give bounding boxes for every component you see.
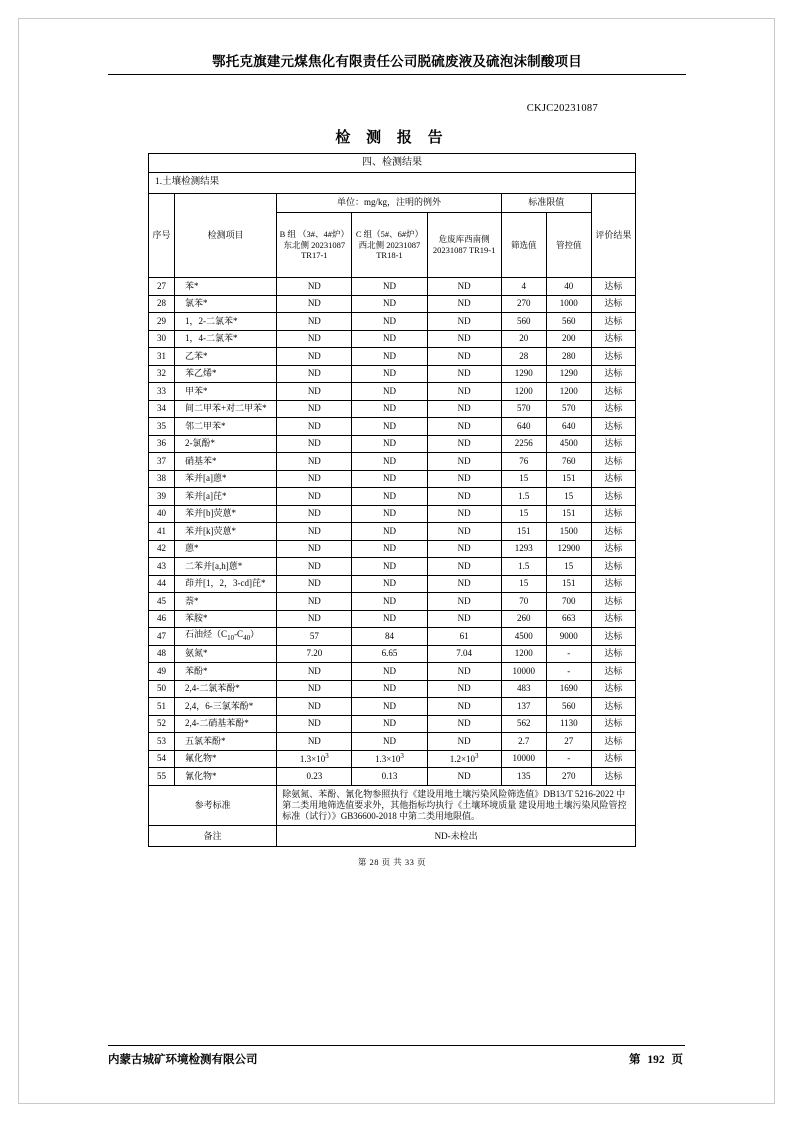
row-screen: 260 — [501, 610, 546, 628]
row-screen: 1.5 — [501, 558, 546, 576]
row-control: 640 — [546, 418, 591, 436]
row-eval: 达标 — [591, 488, 635, 506]
table-row — [149, 505, 636, 523]
row-eval: 达标 — [591, 733, 635, 751]
row-c: ND — [352, 610, 427, 628]
table-row — [149, 470, 636, 488]
footer-page — [627, 1051, 685, 1067]
table-row — [149, 593, 636, 611]
row-c: ND — [352, 365, 427, 383]
row-control: 200 — [546, 330, 591, 348]
row-eval: 达标 — [591, 313, 635, 331]
row-c: 6.65 — [352, 645, 427, 663]
footer-page-number: 192 — [647, 1054, 665, 1066]
row-b: 57 — [277, 628, 352, 646]
row-b: ND — [277, 540, 352, 558]
footer-page-prefix: 第 — [629, 1054, 641, 1066]
table-row — [149, 698, 636, 716]
row-d: 7.04 — [427, 645, 501, 663]
row-item: 氨氮* — [175, 645, 277, 663]
row-d: ND — [427, 768, 501, 786]
report-code: CKJC20231087 — [526, 103, 598, 114]
table-row — [149, 313, 636, 331]
row-no: 52 — [149, 715, 175, 733]
row-control: 1130 — [546, 715, 591, 733]
row-no: 49 — [149, 663, 175, 681]
row-c: 84 — [352, 628, 427, 646]
row-item: 苯乙烯* — [175, 365, 277, 383]
row-d: ND — [427, 488, 501, 506]
row-b: ND — [277, 610, 352, 628]
row-screen: 2256 — [501, 435, 546, 453]
table-row — [149, 715, 636, 733]
row-screen: 4500 — [501, 628, 546, 646]
row-eval: 达标 — [591, 628, 635, 646]
row-control: 570 — [546, 400, 591, 418]
row-c: ND — [352, 733, 427, 751]
row-eval: 达标 — [591, 278, 635, 296]
reference-row — [149, 785, 636, 826]
row-no: 45 — [149, 593, 175, 611]
note-label: 备注 — [149, 826, 277, 847]
table-row — [149, 768, 636, 786]
row-eval: 达标 — [591, 645, 635, 663]
row-b: ND — [277, 558, 352, 576]
row-control: 1200 — [546, 383, 591, 401]
row-c: ND — [352, 523, 427, 541]
col-evaluation-header: 评价结果 — [591, 194, 635, 278]
row-control: - — [546, 663, 591, 681]
row-no: 27 — [149, 278, 175, 296]
row-b: ND — [277, 575, 352, 593]
row-no: 38 — [149, 470, 175, 488]
row-item: 蒽* — [175, 540, 277, 558]
row-control: 560 — [546, 313, 591, 331]
row-control: 1500 — [546, 523, 591, 541]
row-no: 40 — [149, 505, 175, 523]
row-no: 42 — [149, 540, 175, 558]
row-b: ND — [277, 470, 352, 488]
row-no: 32 — [149, 365, 175, 383]
row-d: ND — [427, 523, 501, 541]
row-d: ND — [427, 470, 501, 488]
row-no: 47 — [149, 628, 175, 646]
row-d: ND — [427, 680, 501, 698]
table-row — [149, 418, 636, 436]
row-control: - — [546, 750, 591, 768]
row-screen: 28 — [501, 348, 546, 366]
row-no: 31 — [149, 348, 175, 366]
row-eval: 达标 — [591, 295, 635, 313]
row-eval: 达标 — [591, 470, 635, 488]
row-b: ND — [277, 663, 352, 681]
row-b: 7.20 — [277, 645, 352, 663]
document-title: 鄂托克旗建元煤焦化有限责任公司脱硫废液及硫泡沫制酸项目 — [212, 54, 582, 69]
row-d: ND — [427, 558, 501, 576]
row-no: 29 — [149, 313, 175, 331]
row-item: 五氯苯酚* — [175, 733, 277, 751]
row-b: ND — [277, 715, 352, 733]
row-screen: 20 — [501, 330, 546, 348]
row-d: ND — [427, 453, 501, 471]
row-d: ND — [427, 348, 501, 366]
row-eval: 达标 — [591, 400, 635, 418]
row-eval: 达标 — [591, 348, 635, 366]
row-control: 760 — [546, 453, 591, 471]
row-no: 53 — [149, 733, 175, 751]
row-c: ND — [352, 505, 427, 523]
row-b: ND — [277, 348, 352, 366]
row-screen: 570 — [501, 400, 546, 418]
row-item: 2,4-二氯苯酚* — [175, 680, 277, 698]
row-no: 39 — [149, 488, 175, 506]
reference-text: 除氨氮、苯酚、氰化物参照执行《建设用地土壤污染风险筛选值》DB13/T 5216-2022 中第二类用地筛选值要求外，其他指标均执行《土壤环境质量 建设用地土壤污染风险管控标准（试行）》GB36600-2018 中第二类用地限值。 — [277, 785, 636, 826]
row-control: 151 — [546, 505, 591, 523]
row-control: 151 — [546, 470, 591, 488]
row-control: 1000 — [546, 295, 591, 313]
row-eval: 达标 — [591, 715, 635, 733]
subsection-row — [149, 173, 636, 194]
row-c: ND — [352, 593, 427, 611]
table-row — [149, 330, 636, 348]
row-c: ND — [352, 698, 427, 716]
row-control: 1290 — [546, 365, 591, 383]
row-b: ND — [277, 295, 352, 313]
row-c: ND — [352, 400, 427, 418]
row-c: ND — [352, 418, 427, 436]
row-d: ND — [427, 663, 501, 681]
row-eval: 达标 — [591, 505, 635, 523]
row-item: 苯* — [175, 278, 277, 296]
row-item: 茚并[1，2，3-cd]芘* — [175, 575, 277, 593]
row-b: ND — [277, 278, 352, 296]
row-d: ND — [427, 540, 501, 558]
row-eval: 达标 — [591, 540, 635, 558]
table-row — [149, 523, 636, 541]
table-row — [149, 575, 636, 593]
row-eval: 达标 — [591, 523, 635, 541]
row-item: 1，2-二氯苯* — [175, 313, 277, 331]
table-row — [149, 365, 636, 383]
row-eval: 达标 — [591, 610, 635, 628]
table-row — [149, 453, 636, 471]
row-b: ND — [277, 330, 352, 348]
row-item: 萘* — [175, 593, 277, 611]
row-screen: 10000 — [501, 663, 546, 681]
unit-row — [149, 194, 636, 213]
row-screen: 10000 — [501, 750, 546, 768]
row-control: 663 — [546, 610, 591, 628]
row-item: 苯并[a]芘* — [175, 488, 277, 506]
table-row — [149, 295, 636, 313]
row-c: ND — [352, 575, 427, 593]
document-footer — [108, 1045, 685, 1067]
row-control: 4500 — [546, 435, 591, 453]
col-item-header: 检测项目 — [175, 194, 277, 278]
footer-company: 内蒙古城矿环境检测有限公司 — [108, 1054, 258, 1066]
row-eval: 达标 — [591, 680, 635, 698]
row-item: 苯并[k]荧蒽* — [175, 523, 277, 541]
row-screen: 483 — [501, 680, 546, 698]
note-row — [149, 826, 636, 847]
row-screen: 1293 — [501, 540, 546, 558]
row-b: ND — [277, 505, 352, 523]
row-no: 28 — [149, 295, 175, 313]
row-control: 270 — [546, 768, 591, 786]
table-row — [149, 628, 636, 646]
row-screen: 2.7 — [501, 733, 546, 751]
row-b: ND — [277, 453, 352, 471]
table-row — [149, 540, 636, 558]
row-c: ND — [352, 313, 427, 331]
row-no: 41 — [149, 523, 175, 541]
subsection-label: 1.土壤检测结果 — [149, 173, 636, 194]
row-item: 间二甲苯+对二甲苯* — [175, 400, 277, 418]
row-no: 48 — [149, 645, 175, 663]
row-item: 苯并[a]蒽* — [175, 470, 277, 488]
report-title: 检 测 报 告 — [335, 130, 449, 146]
row-b: ND — [277, 400, 352, 418]
section-header: 四、检测结果 — [149, 154, 636, 173]
row-eval: 达标 — [591, 453, 635, 471]
row-eval: 达标 — [591, 558, 635, 576]
row-screen: 15 — [501, 470, 546, 488]
row-d: ND — [427, 435, 501, 453]
row-d: ND — [427, 715, 501, 733]
row-c: ND — [352, 558, 427, 576]
row-item: 二苯并[a,h]蒽* — [175, 558, 277, 576]
row-screen: 15 — [501, 575, 546, 593]
row-eval: 达标 — [591, 418, 635, 436]
row-screen: 1200 — [501, 645, 546, 663]
row-c: $1.3\times 10^3$ — [352, 750, 427, 768]
row-item: 氯苯* — [175, 295, 277, 313]
row-c: ND — [352, 453, 427, 471]
row-item: 硝基苯* — [175, 453, 277, 471]
row-no: 34 — [149, 400, 175, 418]
row-screen: 560 — [501, 313, 546, 331]
row-d: ND — [427, 330, 501, 348]
row-eval: 达标 — [591, 575, 635, 593]
row-no: 33 — [149, 383, 175, 401]
table-row — [149, 645, 636, 663]
row-item: 苯并[b]荧蒽* — [175, 505, 277, 523]
row-control: - — [546, 645, 591, 663]
row-item: 石油烃$(C_{10}-C_{40})$ — [175, 628, 277, 646]
table-row — [149, 488, 636, 506]
reference-label: 参考标准 — [149, 785, 277, 826]
row-control: 560 — [546, 698, 591, 716]
row-item: 氟化物* — [175, 750, 277, 768]
row-c: ND — [352, 348, 427, 366]
row-eval: 达标 — [591, 768, 635, 786]
row-item: 乙苯* — [175, 348, 277, 366]
table-row — [149, 383, 636, 401]
note-text: ND-未检出 — [277, 826, 636, 847]
row-control: 700 — [546, 593, 591, 611]
row-no: 30 — [149, 330, 175, 348]
table-row — [149, 348, 636, 366]
col-sample-d-header: 危废库西南侧 20231087 TR19-1 — [427, 213, 501, 278]
row-b: ND — [277, 365, 352, 383]
row-b: ND — [277, 488, 352, 506]
row-d: 61 — [427, 628, 501, 646]
row-item: 2-氯酚* — [175, 435, 277, 453]
row-item: 苯酚* — [175, 663, 277, 681]
row-eval: 达标 — [591, 750, 635, 768]
row-screen: 640 — [501, 418, 546, 436]
row-d: ND — [427, 278, 501, 296]
row-control: 27 — [546, 733, 591, 751]
limit-group-header: 标准限值 — [501, 194, 591, 213]
row-d: ND — [427, 295, 501, 313]
row-item: 氰化物* — [175, 768, 277, 786]
row-eval: 达标 — [591, 435, 635, 453]
row-b: ND — [277, 418, 352, 436]
row-c: ND — [352, 330, 427, 348]
row-c: ND — [352, 540, 427, 558]
row-b: ND — [277, 680, 352, 698]
row-eval: 达标 — [591, 593, 635, 611]
row-d: $1.2\times 10^3$ — [427, 750, 501, 768]
row-screen: 135 — [501, 768, 546, 786]
row-d: ND — [427, 505, 501, 523]
table-row — [149, 610, 636, 628]
row-screen: 1200 — [501, 383, 546, 401]
table-row — [149, 435, 636, 453]
row-d: ND — [427, 593, 501, 611]
row-c: ND — [352, 715, 427, 733]
row-no: 43 — [149, 558, 175, 576]
row-item: 甲苯* — [175, 383, 277, 401]
row-item: 2,4-二硝基苯酚* — [175, 715, 277, 733]
row-b: ND — [277, 733, 352, 751]
row-c: ND — [352, 680, 427, 698]
table-row — [149, 663, 636, 681]
row-item: 1，4-二氯苯* — [175, 330, 277, 348]
table-row — [149, 558, 636, 576]
row-b: 0.23 — [277, 768, 352, 786]
table-row — [149, 278, 636, 296]
row-control: 151 — [546, 575, 591, 593]
row-d: ND — [427, 400, 501, 418]
row-d: ND — [427, 733, 501, 751]
row-screen: 137 — [501, 698, 546, 716]
row-no: 44 — [149, 575, 175, 593]
row-b: ND — [277, 435, 352, 453]
row-screen: 1.5 — [501, 488, 546, 506]
table-row — [149, 680, 636, 698]
row-c: ND — [352, 470, 427, 488]
row-item: 苯胺* — [175, 610, 277, 628]
row-d: ND — [427, 383, 501, 401]
row-control: 12900 — [546, 540, 591, 558]
row-c: ND — [352, 663, 427, 681]
row-no: 51 — [149, 698, 175, 716]
row-d: ND — [427, 418, 501, 436]
row-b: ND — [277, 313, 352, 331]
row-eval: 达标 — [591, 663, 635, 681]
row-no: 37 — [149, 453, 175, 471]
row-b: ND — [277, 383, 352, 401]
row-c: ND — [352, 488, 427, 506]
row-control: 280 — [546, 348, 591, 366]
results-table — [148, 153, 636, 847]
row-no: 36 — [149, 435, 175, 453]
col-index-header: 序号 — [149, 194, 175, 278]
row-control: 40 — [546, 278, 591, 296]
row-control: 15 — [546, 488, 591, 506]
row-d: ND — [427, 313, 501, 331]
section-header-row — [149, 154, 636, 173]
row-eval: 达标 — [591, 365, 635, 383]
report-page-indicator: 第 28 页 共 33 页 — [357, 857, 427, 868]
table-row — [149, 750, 636, 768]
row-screen: 70 — [501, 593, 546, 611]
table-row — [149, 400, 636, 418]
row-b: ND — [277, 593, 352, 611]
header-divider — [108, 74, 686, 75]
row-no: 46 — [149, 610, 175, 628]
report-content — [148, 103, 636, 868]
row-d: ND — [427, 610, 501, 628]
row-control: 1690 — [546, 680, 591, 698]
row-c: ND — [352, 278, 427, 296]
row-no: 54 — [149, 750, 175, 768]
col-screen-header: 筛选值 — [501, 213, 546, 278]
row-no: 50 — [149, 680, 175, 698]
row-screen: 76 — [501, 453, 546, 471]
col-sample-c-header: C 组（5#、6#炉）西北侧 20231087 TR18-1 — [352, 213, 427, 278]
row-d: ND — [427, 575, 501, 593]
row-c: 0.13 — [352, 768, 427, 786]
row-eval: 达标 — [591, 383, 635, 401]
row-b: ND — [277, 523, 352, 541]
row-control: 15 — [546, 558, 591, 576]
row-c: ND — [352, 435, 427, 453]
row-item: 邻二甲苯* — [175, 418, 277, 436]
row-no: 55 — [149, 768, 175, 786]
row-eval: 达标 — [591, 330, 635, 348]
row-b: $1.3\times 10^3$ — [277, 750, 352, 768]
document-header — [108, 50, 686, 75]
col-sample-b-header: B 组 （3#、4#炉）东北侧 20231087 TR17-1 — [277, 213, 352, 278]
row-screen: 270 — [501, 295, 546, 313]
footer-divider — [108, 1045, 685, 1046]
unit-label: 单位：mg/kg，注明的例外 — [277, 194, 501, 213]
col-control-header: 管控值 — [546, 213, 591, 278]
row-screen: 1290 — [501, 365, 546, 383]
row-c: ND — [352, 383, 427, 401]
row-screen: 15 — [501, 505, 546, 523]
row-screen: 151 — [501, 523, 546, 541]
row-d: ND — [427, 365, 501, 383]
row-b: ND — [277, 698, 352, 716]
row-screen: 562 — [501, 715, 546, 733]
row-item: 2,4，6-三氯苯酚* — [175, 698, 277, 716]
row-screen: 4 — [501, 278, 546, 296]
row-no: 35 — [149, 418, 175, 436]
table-row — [149, 733, 636, 751]
row-eval: 达标 — [591, 698, 635, 716]
footer-page-suffix: 页 — [671, 1054, 683, 1066]
row-d: ND — [427, 698, 501, 716]
row-c: ND — [352, 295, 427, 313]
row-control: 9000 — [546, 628, 591, 646]
